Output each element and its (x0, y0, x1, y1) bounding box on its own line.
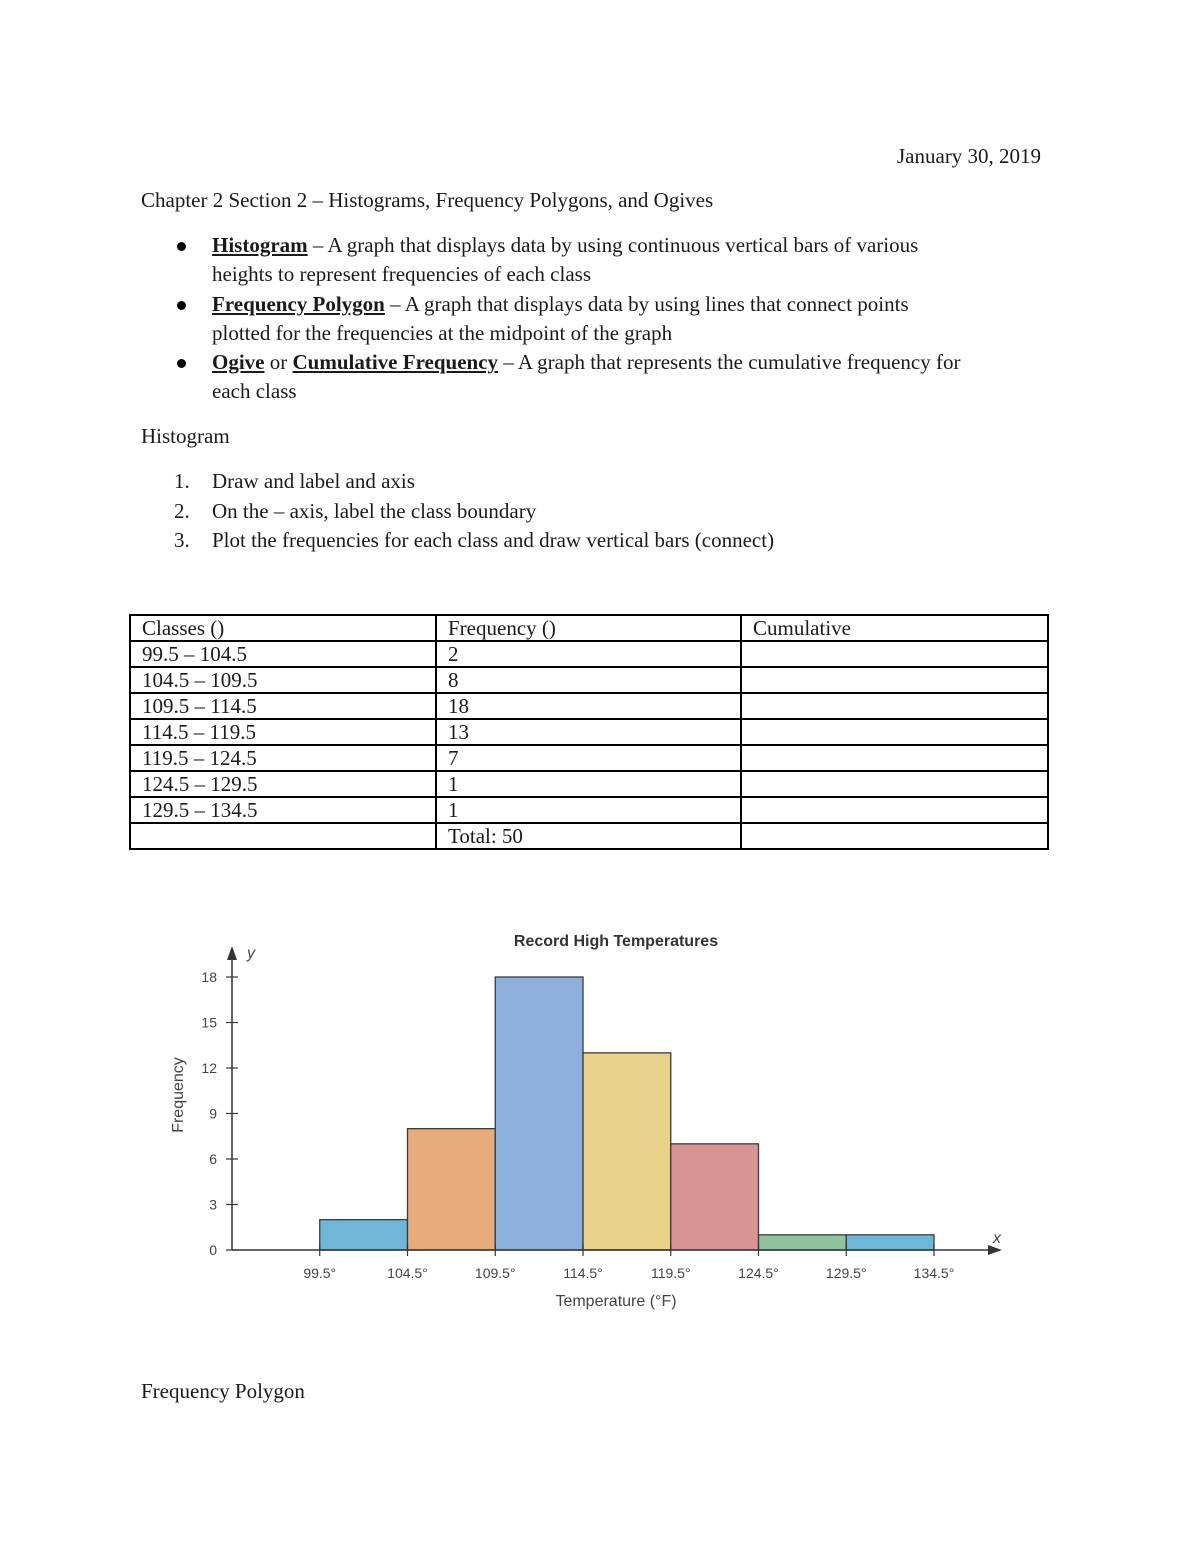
x-axis-label: Temperature (°F) (555, 1293, 677, 1310)
table-cell: 1 (436, 771, 741, 797)
table-cell (741, 641, 1048, 667)
definition-text: – A graph that displays data by using continuous vertical bars of various (307, 233, 919, 257)
table-header-cell: Cumulative (741, 615, 1048, 641)
table-cell: 129.5 – 134.5 (130, 797, 436, 823)
table-cell (741, 771, 1048, 797)
x-tick-label: 124.5° (738, 1265, 779, 1281)
y-tick-label: 6 (209, 1151, 217, 1167)
table-row (130, 797, 1048, 823)
table-row (130, 771, 1048, 797)
y-tick-label: 0 (209, 1242, 217, 1258)
y-axis-label: Frequency (170, 1057, 187, 1133)
histogram-bar (408, 1129, 496, 1250)
step-text: Draw and label and axis (212, 469, 415, 493)
step-number: 1. (174, 469, 190, 493)
step-item (174, 526, 774, 555)
table-cell (741, 823, 1048, 849)
term-connector: or (264, 350, 293, 374)
table-row (130, 745, 1048, 771)
x-tick-label: 129.5° (825, 1265, 867, 1281)
y-tick-label: 15 (201, 1014, 217, 1031)
term-histogram: Histogram (212, 233, 308, 257)
term-cumulative-frequency: Cumulative Frequency (292, 350, 499, 374)
x-tick-label: 134.5° (913, 1265, 955, 1281)
definition-text: – A graph that displays data by using lines that connect points (384, 292, 909, 316)
y-axis-arrow-icon (227, 946, 237, 960)
table-cell: 104.5 – 109.5 (130, 667, 436, 693)
y-tick-label: 3 (209, 1196, 217, 1213)
step-number: 3. (174, 528, 190, 552)
definition-text-continued: plotted for the frequencies at the midpoint of the graph (212, 321, 673, 345)
bullet-icon (177, 242, 186, 251)
table-cell: 13 (436, 719, 741, 745)
table-row (130, 693, 1048, 719)
bars-layer (320, 977, 934, 1250)
table-row (130, 667, 1048, 693)
section-heading: Chapter 2 Section 2 – Histograms, Frequency Polygons, and Ogives (141, 188, 714, 212)
frequency-polygon-heading: Frequency Polygon (141, 1379, 305, 1403)
document-date: January 30, 2019 (897, 144, 1042, 168)
table-cell (741, 693, 1048, 719)
x-tick-label: 119.5° (650, 1265, 691, 1281)
table-cell: 7 (436, 745, 741, 771)
step-text: On the – axis, label the class boundary (212, 499, 537, 523)
histogram-bar (671, 1144, 759, 1250)
histogram-bar (846, 1235, 934, 1250)
table-cell (741, 719, 1048, 745)
bullet-icon (177, 359, 186, 368)
chart-title: Record High Temperatures (513, 933, 719, 950)
x-tick-label: 104.5° (387, 1265, 428, 1281)
x-axis-letter: x (993, 1230, 1001, 1247)
definition-text-continued: heights to represent frequencies of each class (212, 262, 592, 286)
frequency-table (129, 614, 1049, 850)
table-header-row (130, 615, 1048, 641)
table-cell: 114.5 – 119.5 (130, 719, 436, 745)
bullet-icon (177, 301, 186, 310)
table-total-row (130, 823, 1048, 849)
histogram-bar (759, 1235, 847, 1250)
histogram-bar (583, 1053, 671, 1250)
step-item (174, 497, 536, 526)
table-cell (130, 823, 436, 849)
table-cell: 99.5 – 104.5 (130, 641, 436, 667)
table-header-cell: Frequency () (436, 615, 741, 641)
table-cell: 18 (436, 693, 741, 719)
y-tick-label: 12 (201, 1060, 217, 1076)
table-cell (741, 797, 1048, 823)
table-cell (741, 745, 1048, 771)
x-tick-label: 114.5° (563, 1265, 603, 1281)
step-text: Plot the frequencies for each class and draw vertical bars (connect) (212, 528, 775, 552)
definition-text-continued: each class (212, 379, 297, 403)
table-header-cell: Classes () (130, 615, 436, 641)
x-tick-label: 99.5° (303, 1265, 337, 1281)
table-cell: 8 (436, 667, 741, 693)
table-cell (741, 667, 1048, 693)
y-tick-label: 18 (201, 969, 217, 985)
term-ogive: Ogive (212, 350, 265, 374)
x-tick-label: 109.5° (474, 1265, 516, 1281)
histogram-bar (495, 977, 583, 1250)
histogram-bar (320, 1220, 408, 1250)
y-tick-label: 9 (209, 1105, 217, 1122)
table-cell: Total: 50 (436, 823, 741, 849)
histogram-chart (150, 920, 1030, 1320)
table-cell: 1 (436, 797, 741, 823)
table-cell: 2 (436, 641, 741, 667)
step-number: 2. (174, 499, 190, 523)
table-cell: 109.5 – 114.5 (130, 693, 436, 719)
term-frequency-polygon: Frequency Polygon (212, 292, 385, 316)
step-item (174, 467, 415, 496)
definition-text: – A graph that represents the cumulative frequency for (498, 350, 961, 374)
table-cell: 124.5 – 129.5 (130, 771, 436, 797)
table-row (130, 641, 1048, 667)
table-row (130, 719, 1048, 745)
table-cell: 119.5 – 124.5 (130, 745, 436, 771)
y-axis-letter: y (247, 945, 255, 962)
histogram-heading: Histogram (141, 424, 230, 448)
